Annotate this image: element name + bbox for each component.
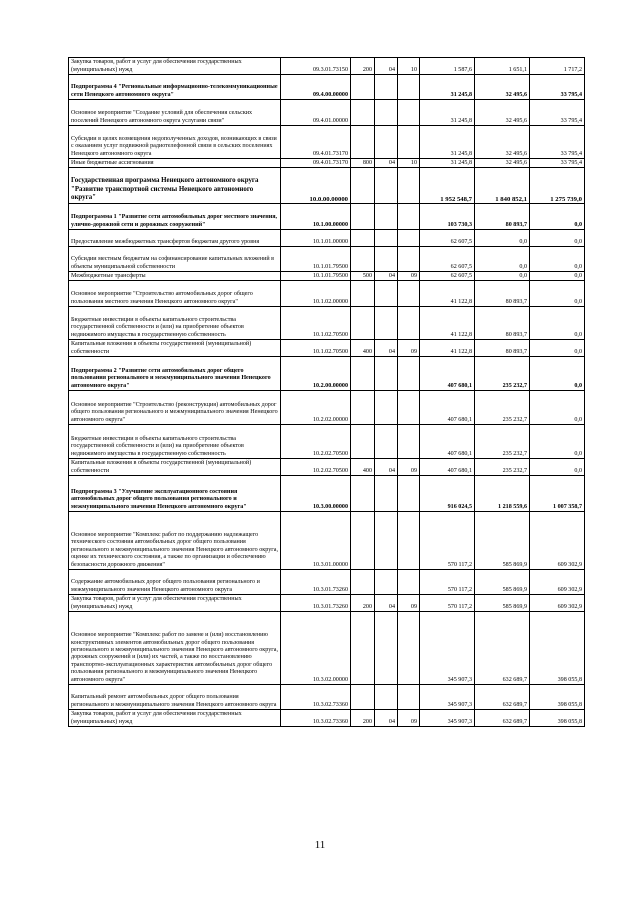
row-amount-year1: 62 607,5 [420, 247, 475, 272]
row-expense-type [351, 357, 375, 391]
row-expense-type [351, 307, 375, 340]
row-amount-year3: 0,0 [530, 204, 585, 230]
row-expense-type [351, 391, 375, 425]
row-section [375, 75, 398, 100]
row-expense-type [351, 685, 375, 710]
row-name: Основное мероприятие "Комплекс работ по поддержанию надлежащего технического состояния автомобильных дорог общего пользования регионального и межмуниципального значения Ненецкого автономного округа, оценке их технического состояния, а также по организации и обеспечению безопасности дорожного движения" [69, 512, 281, 570]
row-amount-year2: 32 495,6 [475, 126, 530, 159]
table-row [69, 340, 585, 357]
row-subsection [398, 476, 420, 512]
row-amount-year1: 31 245,8 [420, 126, 475, 159]
table-row [69, 570, 585, 595]
table-row [69, 168, 585, 204]
row-subsection [398, 75, 420, 100]
row-amount-year3: 0,0 [530, 307, 585, 340]
row-expense-type: 200 [351, 710, 375, 727]
row-amount-year1: 31 245,8 [420, 75, 475, 100]
row-name: Основное мероприятие "Создание условий для обеспечения сельских поселений Ненецкого автономного округа услугами связи" [69, 100, 281, 126]
row-name: Капитальный ремонт автомобильных дорог общего пользования регионального и межмуниципального значения Ненецкого автономного округа [69, 685, 281, 710]
row-amount-year3: 0,0 [530, 391, 585, 425]
row-amount-year3: 1 007 358,7 [530, 476, 585, 512]
row-amount-year3: 609 302,9 [530, 570, 585, 595]
row-subsection [398, 425, 420, 459]
row-expense-type [351, 204, 375, 230]
table-row [69, 230, 585, 247]
row-name: Основное мероприятие "Строительство (реконструкция) автомобильных дорог общего пользования регионального и межмуниципального значения Ненецкого автономного округа" [69, 391, 281, 425]
row-code: 10.1.01.79500 [281, 247, 351, 272]
row-amount-year2: 0,0 [475, 230, 530, 247]
row-amount-year2: 80 893,7 [475, 307, 530, 340]
row-section [375, 307, 398, 340]
row-amount-year2: 1 218 559,6 [475, 476, 530, 512]
row-amount-year3: 609 302,9 [530, 595, 585, 612]
table-row [69, 75, 585, 100]
row-amount-year2: 1 651,1 [475, 58, 530, 75]
budget-page [68, 57, 584, 727]
row-section [375, 281, 398, 307]
row-subsection [398, 100, 420, 126]
row-section [375, 512, 398, 570]
row-amount-year2: 235 232,7 [475, 459, 530, 476]
row-amount-year3: 0,0 [530, 357, 585, 391]
row-amount-year1: 41 122,8 [420, 340, 475, 357]
row-code: 10.3.01.00000 [281, 512, 351, 570]
row-amount-year2: 585 869,9 [475, 570, 530, 595]
row-expense-type [351, 281, 375, 307]
row-expense-type [351, 247, 375, 272]
row-amount-year1: 345 907,3 [420, 710, 475, 727]
row-expense-type [351, 570, 375, 595]
row-code: 10.1.01.00000 [281, 230, 351, 247]
row-name: Закупка товаров, работ и услуг для обеспечения государственных (муниципальных) нужд [69, 710, 281, 727]
row-amount-year1: 345 907,3 [420, 685, 475, 710]
table-row [69, 281, 585, 307]
row-code: 10.2.00.00000 [281, 357, 351, 391]
row-section: 04 [375, 58, 398, 75]
row-subsection [398, 612, 420, 685]
table-row [69, 391, 585, 425]
row-amount-year1: 31 245,8 [420, 100, 475, 126]
row-amount-year1: 1 952 548,7 [420, 168, 475, 204]
row-amount-year1: 407 680,1 [420, 425, 475, 459]
table-row [69, 58, 585, 75]
row-section: 04 [375, 159, 398, 168]
row-amount-year3: 33 795,4 [530, 100, 585, 126]
table-row [69, 307, 585, 340]
table-row [69, 459, 585, 476]
row-amount-year3: 398 055,8 [530, 612, 585, 685]
row-code: 10.3.02.00000 [281, 612, 351, 685]
row-name: Субсидии в целях возмещения недополученных доходов, возникающих в связи с оказанием услуг подвижной радиотелефонной связи в сельских поселениях Ненецкого автономного округа [69, 126, 281, 159]
row-name: Основное мероприятие "Строительство автомобильных дорог общего пользования местного значения Ненецкого автономного округа" [69, 281, 281, 307]
row-amount-year2: 80 893,7 [475, 204, 530, 230]
row-amount-year2: 632 689,7 [475, 710, 530, 727]
row-amount-year2: 80 893,7 [475, 340, 530, 357]
row-amount-year3: 1 275 739,0 [530, 168, 585, 204]
row-section [375, 126, 398, 159]
row-expense-type: 400 [351, 340, 375, 357]
row-amount-year1: 570 117,2 [420, 512, 475, 570]
budget-table [68, 57, 585, 727]
row-code: 10.3.01.73260 [281, 570, 351, 595]
table-row [69, 126, 585, 159]
row-amount-year3: 0,0 [530, 340, 585, 357]
row-amount-year2: 32 495,6 [475, 100, 530, 126]
row-name: Содержание автомобильных дорог общего пользования регионального и межмуниципального значения Ненецкого автономного округа [69, 570, 281, 595]
row-section [375, 570, 398, 595]
row-amount-year2: 1 840 852,1 [475, 168, 530, 204]
row-name: Капитальные вложения в объекты государственной (муниципальной) собственности [69, 340, 281, 357]
row-subsection: 10 [398, 58, 420, 75]
row-amount-year2: 585 869,9 [475, 595, 530, 612]
row-subsection: 10 [398, 159, 420, 168]
table-row [69, 159, 585, 168]
row-amount-year3: 0,0 [530, 247, 585, 272]
row-amount-year3: 0,0 [530, 230, 585, 247]
row-section [375, 230, 398, 247]
row-code: 10.1.02.70500 [281, 307, 351, 340]
row-amount-year2: 235 232,7 [475, 357, 530, 391]
row-section: 04 [375, 710, 398, 727]
row-amount-year1: 62 607,5 [420, 272, 475, 281]
table-row [69, 272, 585, 281]
row-amount-year3: 398 055,8 [530, 710, 585, 727]
row-expense-type [351, 230, 375, 247]
row-name: Иные бюджетные ассигнования [69, 159, 281, 168]
row-section [375, 425, 398, 459]
row-section [375, 247, 398, 272]
row-amount-year1: 41 122,8 [420, 281, 475, 307]
row-name: Капитальные вложения в объекты государственной (муниципальной) собственности [69, 459, 281, 476]
row-amount-year1: 1 587,6 [420, 58, 475, 75]
row-amount-year3: 609 302,9 [530, 512, 585, 570]
row-subsection [398, 247, 420, 272]
row-amount-year2: 235 232,7 [475, 425, 530, 459]
row-subsection: 09 [398, 272, 420, 281]
row-name: Подпрограмма 4 "Региональные информационно-телекоммуникационные сети Ненецкого автономного округа" [69, 75, 281, 100]
row-code: 09.4.01.73170 [281, 159, 351, 168]
row-expense-type [351, 476, 375, 512]
row-subsection [398, 570, 420, 595]
table-row [69, 685, 585, 710]
table-row [69, 476, 585, 512]
table-row [69, 595, 585, 612]
row-amount-year2: 0,0 [475, 247, 530, 272]
row-amount-year3: 0,0 [530, 459, 585, 476]
row-code: 09.4.01.00000 [281, 100, 351, 126]
row-section [375, 612, 398, 685]
row-amount-year2: 235 232,7 [475, 391, 530, 425]
table-row [69, 512, 585, 570]
row-subsection [398, 357, 420, 391]
row-section: 04 [375, 340, 398, 357]
row-expense-type: 800 [351, 159, 375, 168]
table-row [69, 357, 585, 391]
row-code: 10.2.02.70500 [281, 425, 351, 459]
table-row [69, 425, 585, 459]
row-subsection [398, 168, 420, 204]
row-subsection: 09 [398, 595, 420, 612]
row-code: 09.4.01.73170 [281, 126, 351, 159]
row-code: 10.1.01.79500 [281, 272, 351, 281]
row-name: Закупка товаров, работ и услуг для обеспечения государственных (муниципальных) нужд [69, 58, 281, 75]
row-name: Бюджетные инвестиции в объекты капитального строительства государственной собственности и (или) на приобретение объектов недвижимого имущества в государственную собственность [69, 425, 281, 459]
row-name: Межбюджетные трансферты [69, 272, 281, 281]
row-code: 09.4.00.00000 [281, 75, 351, 100]
row-subsection [398, 126, 420, 159]
row-name: Основное мероприятие "Комплекс работ по замене и (или) восстановлению конструктивных элементов автомобильных дорог общего пользования регионального и межмуниципального значения Ненецкого автономного округа, дорожных сооружений и (или) их частей, а также по восстановлению транспортно-эксплуатационных характеристик автомобильных дорог общего пользования регионального и межмуниципального значения Ненецкого автономного округа" [69, 612, 281, 685]
row-section: 04 [375, 595, 398, 612]
row-section [375, 168, 398, 204]
row-amount-year1: 916 024,5 [420, 476, 475, 512]
row-subsection: 09 [398, 340, 420, 357]
row-section [375, 357, 398, 391]
row-expense-type [351, 100, 375, 126]
table-body [69, 58, 585, 727]
row-name: Закупка товаров, работ и услуг для обеспечения государственных (муниципальных) нужд [69, 595, 281, 612]
row-name: Субсидии местным бюджетам на софинансирование капитальных вложений в объекты муниципальной собственности [69, 247, 281, 272]
row-amount-year1: 407 680,1 [420, 391, 475, 425]
row-amount-year3: 0,0 [530, 425, 585, 459]
row-subsection: 09 [398, 710, 420, 727]
row-name: Подпрограмма 3 "Улучшение эксплуатационного состояния автомобильных дорог общего пользования регионального и межмуниципального значения Ненецкого автономного округа" [69, 476, 281, 512]
table-row [69, 100, 585, 126]
row-section: 04 [375, 459, 398, 476]
row-code: 10.2.02.70500 [281, 459, 351, 476]
row-amount-year1: 570 117,2 [420, 570, 475, 595]
row-amount-year2: 32 495,6 [475, 75, 530, 100]
row-code: 10.3.01.73260 [281, 595, 351, 612]
row-amount-year1: 103 730,3 [420, 204, 475, 230]
table-row [69, 710, 585, 727]
row-amount-year2: 632 689,7 [475, 685, 530, 710]
row-section [375, 685, 398, 710]
row-subsection [398, 512, 420, 570]
row-amount-year2: 632 689,7 [475, 612, 530, 685]
table-row [69, 612, 585, 685]
row-expense-type [351, 75, 375, 100]
row-amount-year3: 398 055,8 [530, 685, 585, 710]
row-subsection: 09 [398, 459, 420, 476]
table-row [69, 204, 585, 230]
row-subsection [398, 230, 420, 247]
row-code: 10.1.02.70500 [281, 340, 351, 357]
row-name: Бюджетные инвестиции в объекты капитального строительства государственной собственности и (или) на приобретение объектов недвижимого имущества в государственную собственность [69, 307, 281, 340]
row-amount-year3: 0,0 [530, 281, 585, 307]
row-subsection [398, 391, 420, 425]
row-code: 10.0.00.00000 [281, 168, 351, 204]
row-section: 04 [375, 272, 398, 281]
row-amount-year2: 80 893,7 [475, 281, 530, 307]
row-code: 10.2.02.00000 [281, 391, 351, 425]
row-name: Предоставление межбюджетных трансфертов бюджетам другого уровня [69, 230, 281, 247]
table-row [69, 247, 585, 272]
row-amount-year2: 0,0 [475, 272, 530, 281]
row-amount-year1: 41 122,8 [420, 307, 475, 340]
row-amount-year3: 1 717,2 [530, 58, 585, 75]
row-code: 10.3.02.73360 [281, 710, 351, 727]
row-amount-year3: 33 795,4 [530, 126, 585, 159]
row-amount-year1: 62 607,5 [420, 230, 475, 247]
row-section [375, 204, 398, 230]
row-amount-year1: 345 907,3 [420, 612, 475, 685]
row-amount-year2: 32 495,6 [475, 159, 530, 168]
row-subsection [398, 685, 420, 710]
row-section [375, 391, 398, 425]
row-name: Подпрограмма 1 "Развитие сети автомобильных дорог местного значения, улично-дорожной сети и дорожных сооружений" [69, 204, 281, 230]
row-subsection [398, 204, 420, 230]
row-code: 09.3.01.73150 [281, 58, 351, 75]
row-expense-type: 400 [351, 459, 375, 476]
row-amount-year1: 407 680,1 [420, 357, 475, 391]
row-expense-type: 200 [351, 58, 375, 75]
row-expense-type [351, 612, 375, 685]
row-expense-type [351, 168, 375, 204]
row-amount-year2: 585 869,9 [475, 512, 530, 570]
row-amount-year1: 570 117,2 [420, 595, 475, 612]
row-code: 10.3.02.73360 [281, 685, 351, 710]
row-code: 10.3.00.00000 [281, 476, 351, 512]
row-expense-type [351, 512, 375, 570]
row-section [375, 476, 398, 512]
row-expense-type [351, 126, 375, 159]
row-amount-year1: 407 680,1 [420, 459, 475, 476]
page-number: 11 [314, 839, 326, 851]
row-expense-type [351, 425, 375, 459]
row-name: Подпрограмма 2 "Развитие сети автомобильных дорог общего пользования регионального и межмуниципального значения Ненецкого автономного округа" [69, 357, 281, 391]
row-expense-type: 200 [351, 595, 375, 612]
row-subsection [398, 281, 420, 307]
row-section [375, 100, 398, 126]
row-code: 10.1.00.00000 [281, 204, 351, 230]
row-amount-year3: 33 795,4 [530, 159, 585, 168]
row-expense-type: 500 [351, 272, 375, 281]
row-code: 10.1.02.00000 [281, 281, 351, 307]
row-amount-year1: 31 245,8 [420, 159, 475, 168]
row-name: Государственная программа Ненецкого автономного округа "Развитие транспортной системы Ненецкого автономного округа" [69, 168, 281, 204]
row-amount-year3: 33 795,4 [530, 75, 585, 100]
row-amount-year3: 0,0 [530, 272, 585, 281]
row-subsection [398, 307, 420, 340]
